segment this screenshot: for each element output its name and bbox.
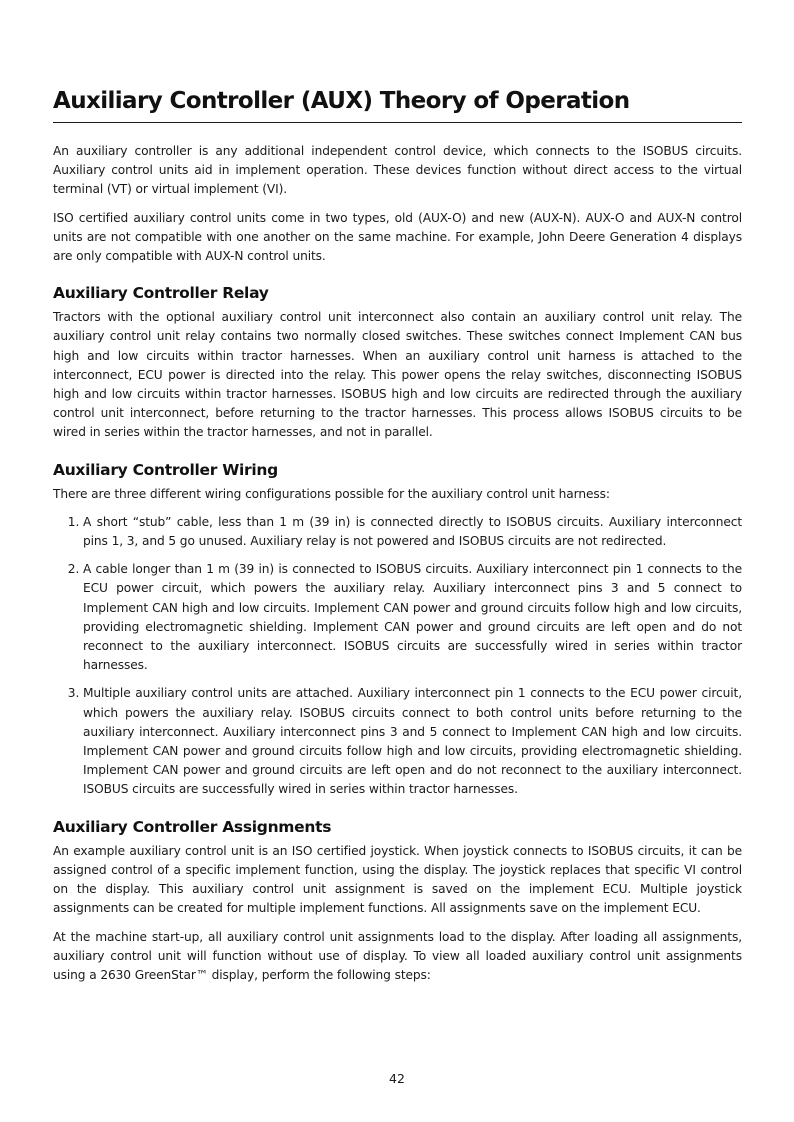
assignments-heading: Auxiliary Controller Assignments [53,817,332,836]
wiring-heading: Auxiliary Controller Wiring [53,460,278,479]
document-body [53,142,742,994]
assignments-paragraph-2: At the machine start-up, all auxiliary control unit assignments load to the display. After loading all assignments, auxiliary control unit will function without use of display. To view all loaded auxiliary control unit assignments using a 2630 GreenStar™ display, perform the following steps: [53,929,742,982]
wiring-item-2: 2. A cable longer than 1 m (39 in) is connected to ISOBUS circuits. Auxiliary interconnect pin 1 connects to the ECU power circuit, which powers the auxiliary relay. Auxiliary interconnect pins 3 and 5 connect to Implement CAN high and low circuits. Implement CAN power and ground circuits follow high and low circuits, providing electromagnetic shielding. Implement CAN power and ground circuits are left open and do not reconnect to the auxiliary interconnect. ISOBUS circuits are successfully wired in series within tractor harnesses. [83,560,742,675]
intro-paragraph-2: ISO certified auxiliary control units come in two types, old (AUX-O) and new (AUX-N). AUX-O and AUX-N control units are not compatible with one another on the same machine. For example, John Deere Generation 4 displays are only compatible with AUX-N control units. [53,210,742,264]
relay-heading: Auxiliary Controller Relay [53,284,269,303]
wiring-item-1: 1. A short “stub” cable, less than 1 m (39 in) is connected directly to ISOBUS circuits. Auxiliary interconnect pins 1, 3, and 5 go unused. Auxiliary relay is not powered and ISOBUS circuits are not redirected. [83,513,742,551]
relay-paragraph: Tractors with the optional auxiliary control unit interconnect also contain an auxiliary control unit relay. The auxiliary control unit relay contains two normally closed switches. These switches connect Implement CAN bus high and low circuits within tractor harnesses. When an auxiliary control unit harness is attached to the interconnect, ECU power is directed into the relay. This power opens the relay switches, disconnecting ISOBUS high and low circuits within tractor harnesses. ISOBUS high and low circuits are redirected through the auxiliary control unit interconnect, before returning to the tractor harnesses. This process allows ISOBUS circuits to be wired in series within the tractor harnesses, and not in parallel. [53,310,742,440]
page-number: 42 [389,1071,405,1086]
intro-paragraph-1: An auxiliary controller is any additional independent control device, which connects to the ISOBUS circuits. Auxiliary control units aid in implement operation. These devices function without direct access to the virtual terminal (VT) or virtual implement (VI). [53,144,742,197]
page-title: Auxiliary Controller (AUX) Theory of Operation [53,86,742,123]
wiring-item-3: 3. Multiple auxiliary control units are attached. Auxiliary interconnect pin 1 connects to the ECU power circuit, which powers the auxiliary relay. ISOBUS circuits connect to both control units before returning to the auxiliary interconnect. Auxiliary interconnect pins 3 and 5 connect to Implement CAN high and low circuits. Implement CAN power and ground circuits follow high and low circuits, providing electromagnetic shielding. Implement CAN power and ground circuits are left open and do not reconnect to the auxiliary interconnect. ISOBUS circuits are successfully wired in series within tractor harnesses. [83,684,742,799]
wiring-list [53,513,742,800]
wiring-intro: There are three different wiring configurations possible for the auxiliary control unit harness: [53,486,610,501]
assignments-paragraph-1: An example auxiliary control unit is an ISO certified joystick. When joystick connects to ISOBUS circuits, it can be assigned control of a specific implement function, using the display. The joystick replaces that specific VI control on the display. This auxiliary control unit assignment is saved on the implement ECU. Multiple joystick assignments can be created for multiple implement functions. All assignments save on the implement ECU. [53,843,742,916]
